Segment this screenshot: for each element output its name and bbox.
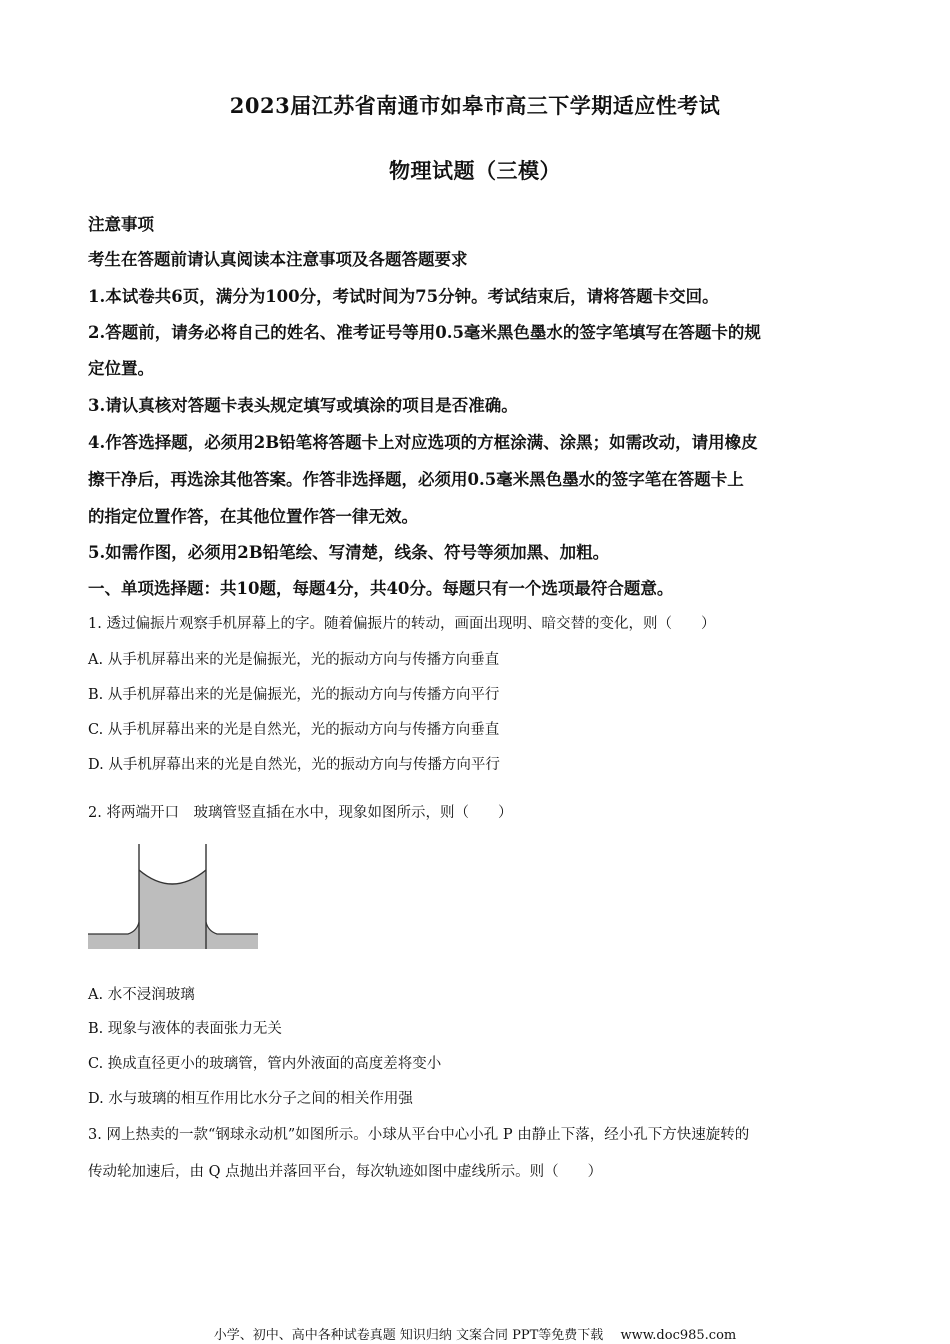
notice-line-4: 4.作答选择题，必须用2B铅笔将答题卡上对应选项的方框涂满、涂黑；如需改动，请用橡皮 bbox=[88, 433, 758, 452]
question-3-stem-line-1: 3. 网上热卖的一款“钢球永动机”如图所示。小球从平台中心小孔 P 由静止下落，经小孔下方快速旋转的 bbox=[88, 1127, 750, 1143]
capillary-tube-diagram bbox=[86, 842, 261, 952]
question-1-option-a: A. 从手机屏幕出来的光是偏振光，光的振动方向与传播方向垂直 bbox=[88, 652, 500, 668]
notice-line-4-cont-2: 的指定位置作答，在其他位置作答一律无效。 bbox=[88, 507, 418, 526]
question-1-option-d: D. 从手机屏幕出来的光是自然光，光的振动方向与传播方向平行 bbox=[88, 757, 500, 773]
outer-surface-left bbox=[88, 922, 139, 934]
notice-line-2-cont: 定位置。 bbox=[88, 359, 154, 378]
exam-subtitle: 物理试题（三模） bbox=[389, 158, 561, 183]
water-region bbox=[88, 870, 258, 949]
question-1-option-c: C. 从手机屏幕出来的光是自然光，光的振动方向与传播方向垂直 bbox=[88, 722, 500, 738]
notice-line-3: 3.请认真核对答题卡表头规定填写或填涂的项目是否准确。 bbox=[88, 396, 518, 415]
notice-line-2: 2.答题前，请务必将自己的姓名、准考证号等用0.5毫米黑色墨水的签字笔填写在答题卡的规 bbox=[88, 323, 761, 342]
question-2-option-d: D. 水与玻璃的相互作用比水分子之间的相关作用强 bbox=[88, 1091, 413, 1107]
question-1-stem: 1. 透过偏振片观察手机屏幕上的字。随着偏振片的转动，画面出现明、暗交替的变化，则（ ） bbox=[88, 616, 716, 632]
section-heading: 一、单项选择题：共10题，每题4分，共40分。每题只有一个选项最符合题意。 bbox=[88, 579, 674, 598]
question-1-option-b: B. 从手机屏幕出来的光是偏振光，光的振动方向与传播方向平行 bbox=[88, 687, 500, 703]
question-3-stem-line-2: 传动轮加速后，由 Q 点抛出并落回平台，每次轨迹如图中虚线所示。则（ ） bbox=[88, 1164, 603, 1180]
page-footer: 小学、初中、高中各种试卷真题 知识归纳 文案合同 PPT等免费下载 www.doc985.com bbox=[213, 1328, 737, 1343]
notice-intro: 考生在答题前请认真阅读本注意事项及各题答题要求 bbox=[88, 250, 468, 269]
outer-surface-right bbox=[206, 922, 258, 934]
question-2-option-a: A. 水不浸润玻璃 bbox=[88, 987, 195, 1003]
capillary-tube-figure bbox=[86, 842, 261, 956]
notice-line-5: 5.如需作图，必须用2B铅笔绘、写清楚，线条、符号等须加黑、加粗。 bbox=[88, 543, 610, 562]
question-2-option-c: C. 换成直径更小的玻璃管，管内外液面的高度差将变小 bbox=[88, 1056, 442, 1072]
exam-title: 2023届江苏省南通市如皋市高三下学期适应性考试 bbox=[229, 93, 721, 118]
question-2-stem: 2. 将两端开口 玻璃管竖直插在水中，现象如图所示，则（ ） bbox=[88, 805, 513, 821]
question-2-option-b: B. 现象与液体的表面张力无关 bbox=[88, 1021, 282, 1037]
notice-line-4-cont-1: 擦干净后，再选涂其他答案。作答非选择题，必须用0.5毫米黑色墨水的签字笔在答题卡上 bbox=[88, 470, 744, 489]
notice-heading: 注意事项 bbox=[88, 215, 154, 234]
notice-line-1: 1.本试卷共6页，满分为100分，考试时间为75分钟。考试结束后，请将答题卡交回。 bbox=[88, 287, 719, 306]
